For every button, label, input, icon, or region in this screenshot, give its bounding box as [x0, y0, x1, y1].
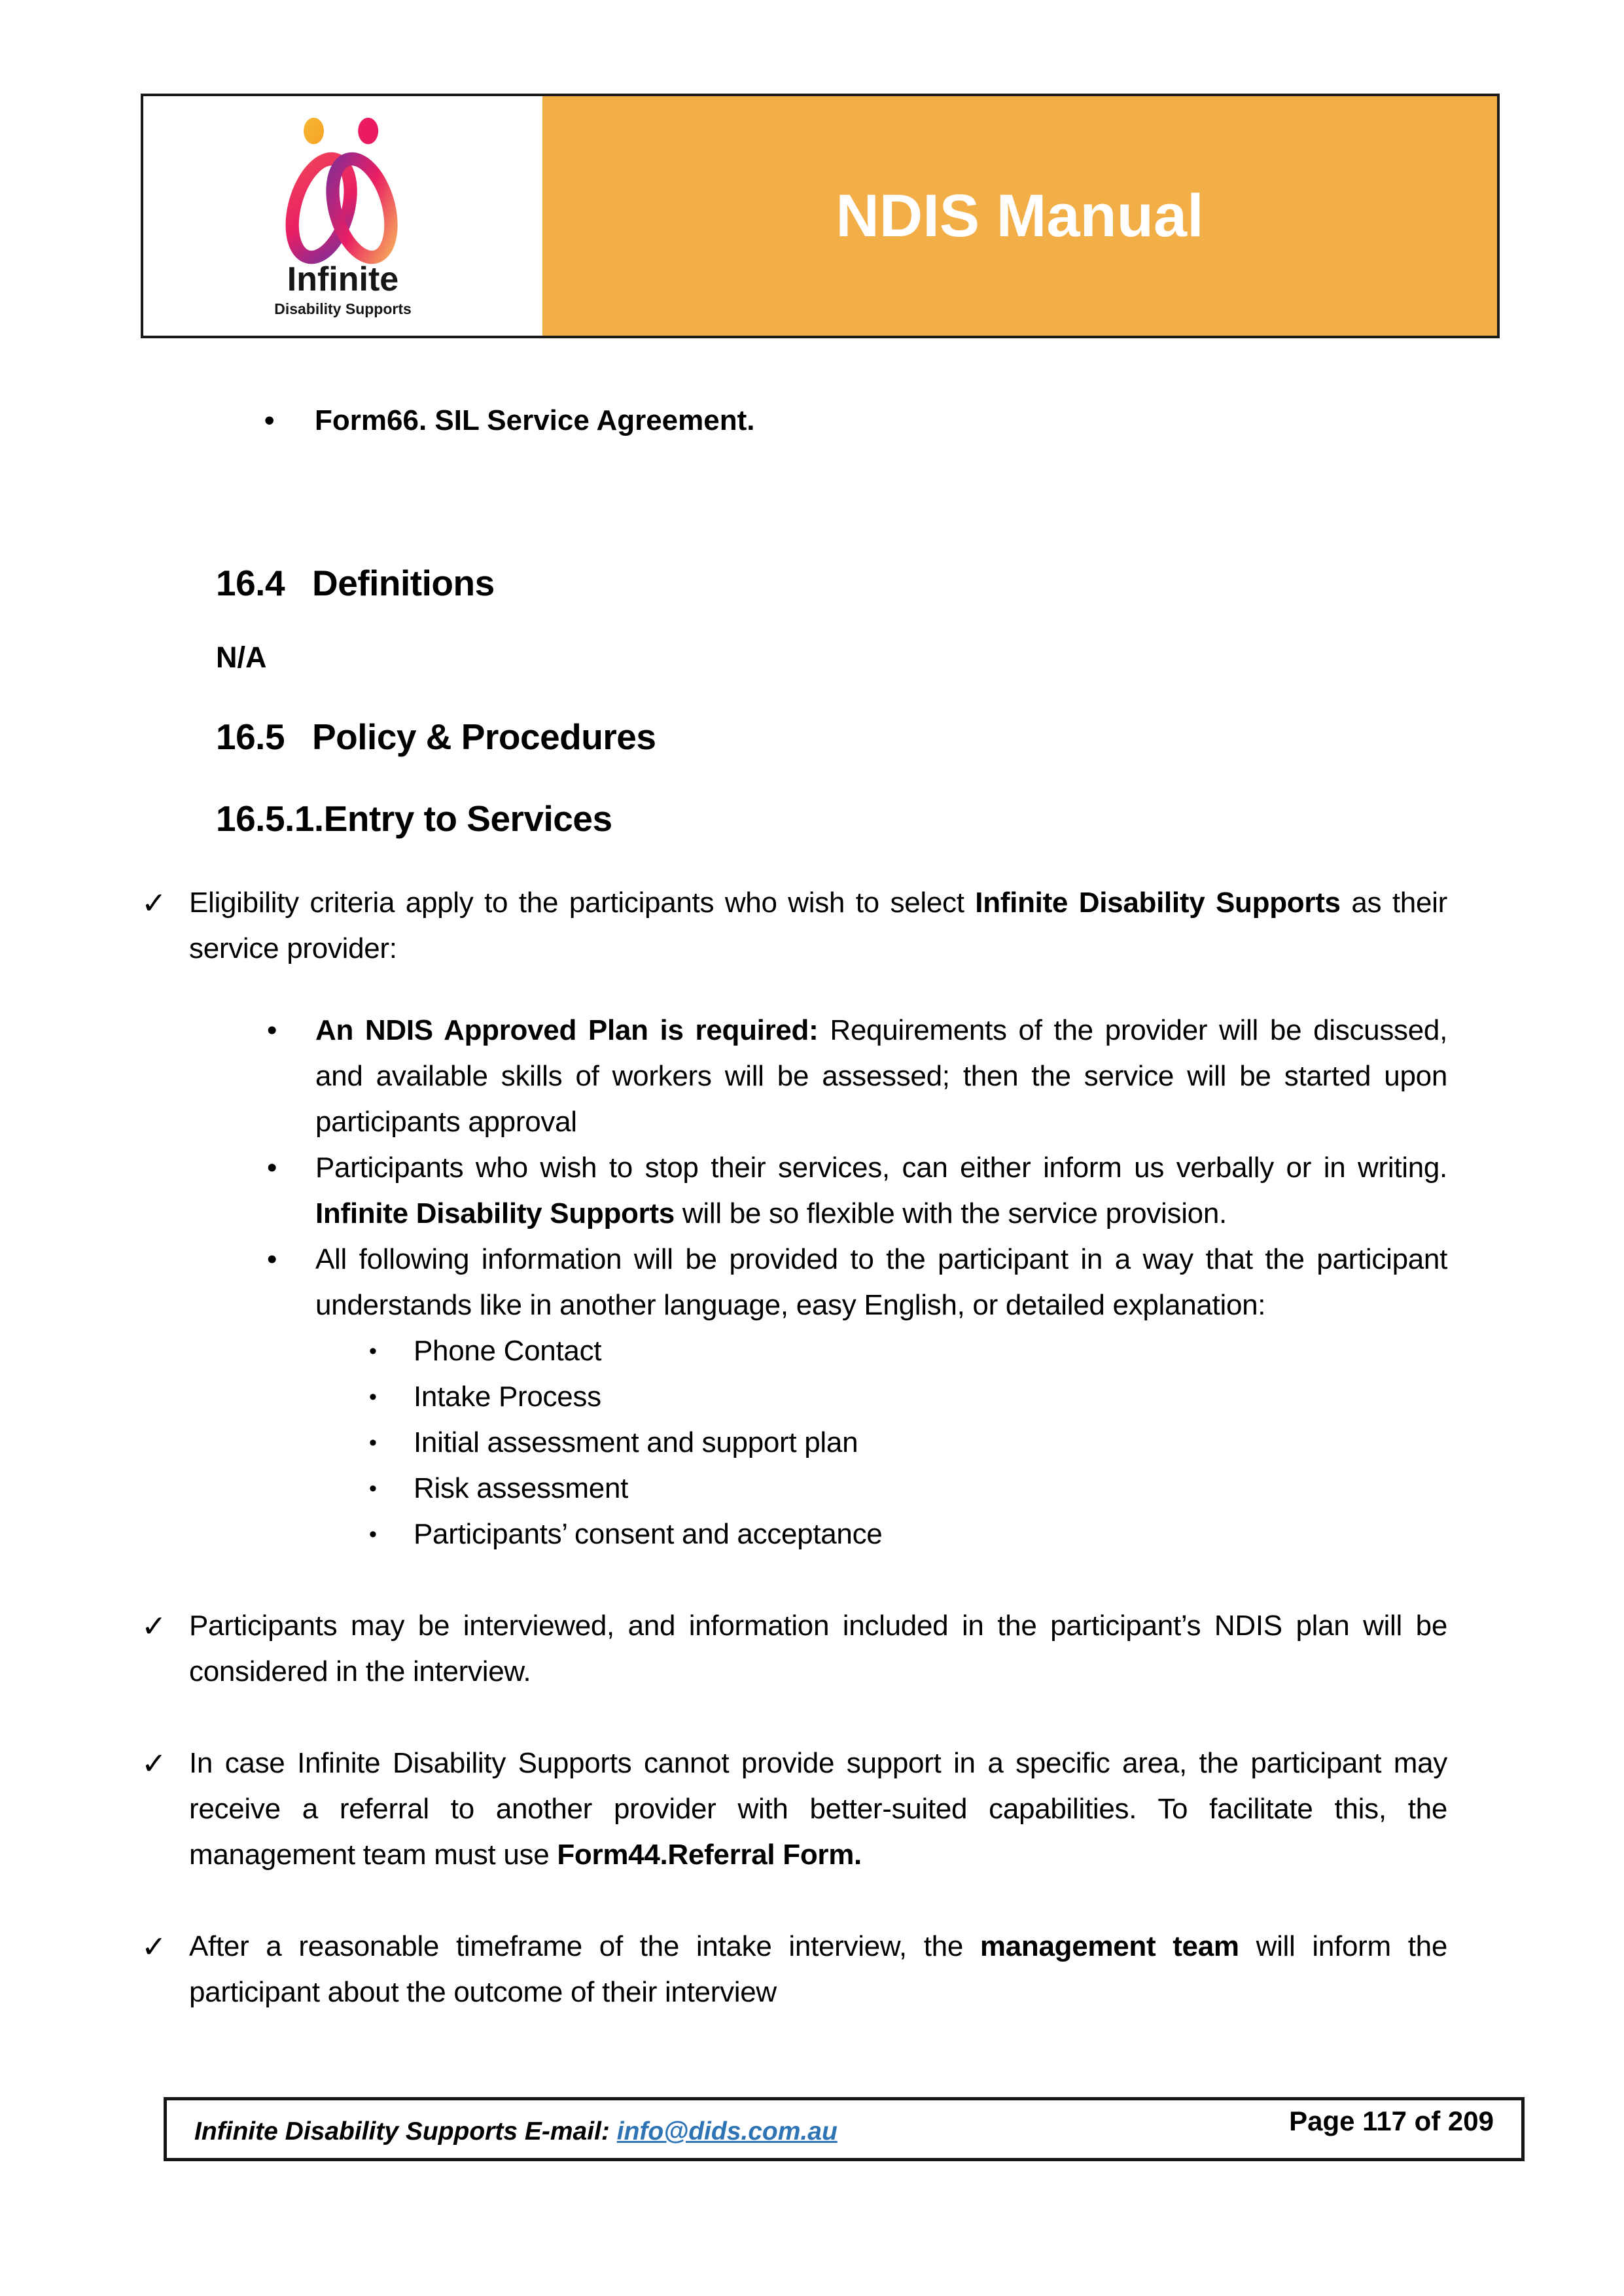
bullet-icon: •	[267, 1243, 277, 1275]
section-heading-16-5	[216, 713, 656, 760]
sub-bullet-list	[141, 1008, 1447, 1557]
check-item-outcome	[141, 1924, 1447, 2015]
top-bullet-item	[264, 398, 755, 444]
section-number: 16.4	[216, 563, 285, 603]
list-item	[141, 1237, 1447, 1328]
top-bullet-text: Form66. SIL Service Agreement.	[315, 404, 755, 436]
paragraph-text: After a reasonable timeframe of the intake interview, the	[189, 1930, 980, 1962]
check-icon: ✓	[141, 1746, 167, 1780]
paragraph-text: In case Infinite Disability Supports cannot provide support in a specific area, the participant may receive a referral to another provider with better-suited capabilities. To facilitate this, the management team must use	[189, 1747, 1447, 1871]
check-icon: ✓	[141, 1609, 167, 1643]
footer	[164, 2097, 1525, 2161]
inner-list	[141, 1328, 1447, 1557]
paragraph-text: will be so flexible with the service provision.	[674, 1197, 1227, 1229]
bullet-icon: •	[369, 1339, 377, 1364]
bullet-icon: •	[267, 1152, 277, 1184]
list-item-text: Intake Process	[414, 1381, 601, 1413]
title-banner	[542, 96, 1497, 336]
section-heading-16-5-1	[216, 795, 612, 842]
list-item-text: Initial assessment and support plan	[414, 1426, 858, 1458]
page-number: Page 117 of 209	[1289, 2106, 1494, 2136]
paragraph-text-bold: Infinite Disability Supports	[975, 887, 1341, 919]
bullet-icon: •	[369, 1385, 377, 1409]
list-item	[141, 1374, 1447, 1420]
list-item	[141, 1008, 1447, 1145]
paragraph-text: Eligibility criteria apply to the participants who wish to select	[189, 887, 976, 919]
logo-tagline: Disability Supports	[274, 300, 412, 317]
list-item	[141, 1328, 1447, 1374]
check-icon: ✓	[141, 1930, 167, 1964]
infinity-logo-icon	[269, 115, 417, 266]
section-title: Policy & Procedures	[312, 716, 656, 757]
list-item	[141, 1466, 1447, 1511]
paragraph-text: Requirements of the provider will be discussed, and available skills of workers will be assessed; then the service will be started upon participants approval	[315, 1014, 1447, 1138]
body-content	[141, 880, 1447, 2015]
paragraph-text: will inform the participant about the outcome of their interview	[189, 1930, 1448, 2008]
paragraph-text-bold: An NDIS Approved Plan is required:	[315, 1014, 830, 1046]
section-title: Entry to Services	[323, 798, 612, 839]
paragraph-text: Participants may be interviewed, and information included in the participant’s NDIS plan will be considered in the interview.	[189, 1610, 1447, 1687]
list-item-text: Participants’ consent and acceptance	[414, 1518, 883, 1550]
bullet-icon: •	[369, 1522, 377, 1547]
check-item-eligibility	[141, 880, 1447, 972]
paragraph-text-bold: Infinite Disability Supports	[315, 1197, 675, 1229]
paragraph-text: Participants who wish to stop their services, can either inform us verbally or in writing.	[315, 1152, 1447, 1184]
section-heading-16-4	[216, 559, 495, 607]
footer-email-line	[194, 2117, 838, 2146]
bullet-icon: •	[264, 404, 275, 436]
check-item-referral	[141, 1740, 1447, 1878]
paragraph-text-bold: Form44.Referral Form.	[557, 1839, 862, 1871]
paragraph-text: as their service provider:	[189, 887, 1447, 964]
bullet-icon: •	[369, 1476, 377, 1501]
page-title: NDIS Manual	[836, 182, 1204, 249]
section-title: Definitions	[312, 563, 495, 603]
list-item-text: Phone Contact	[414, 1335, 602, 1367]
check-icon: ✓	[141, 886, 167, 920]
footer-label: Infinite Disability Supports E-mail:	[194, 2117, 617, 2146]
logo-name: Infinite	[287, 260, 399, 298]
list-item	[141, 1145, 1447, 1237]
header	[141, 94, 1500, 338]
section-number: 16.5.1.	[216, 798, 324, 839]
logo	[143, 96, 542, 336]
bullet-icon: •	[267, 1014, 277, 1046]
email-link[interactable]: info@dids.com.au	[616, 2117, 838, 2146]
section-number: 16.5	[216, 716, 285, 757]
paragraph-text-bold: management team	[980, 1930, 1239, 1962]
list-item-text: Risk assessment	[414, 1472, 629, 1504]
list-item	[141, 1511, 1447, 1557]
paragraph-text: All following information will be provided to the participant in a way that the participant understands like in another language, easy English, or detailed explanation:	[315, 1243, 1447, 1321]
check-item-interview	[141, 1603, 1447, 1695]
bullet-icon: •	[369, 1430, 377, 1455]
na-text: N/A	[216, 641, 267, 674]
list-item	[141, 1420, 1447, 1466]
